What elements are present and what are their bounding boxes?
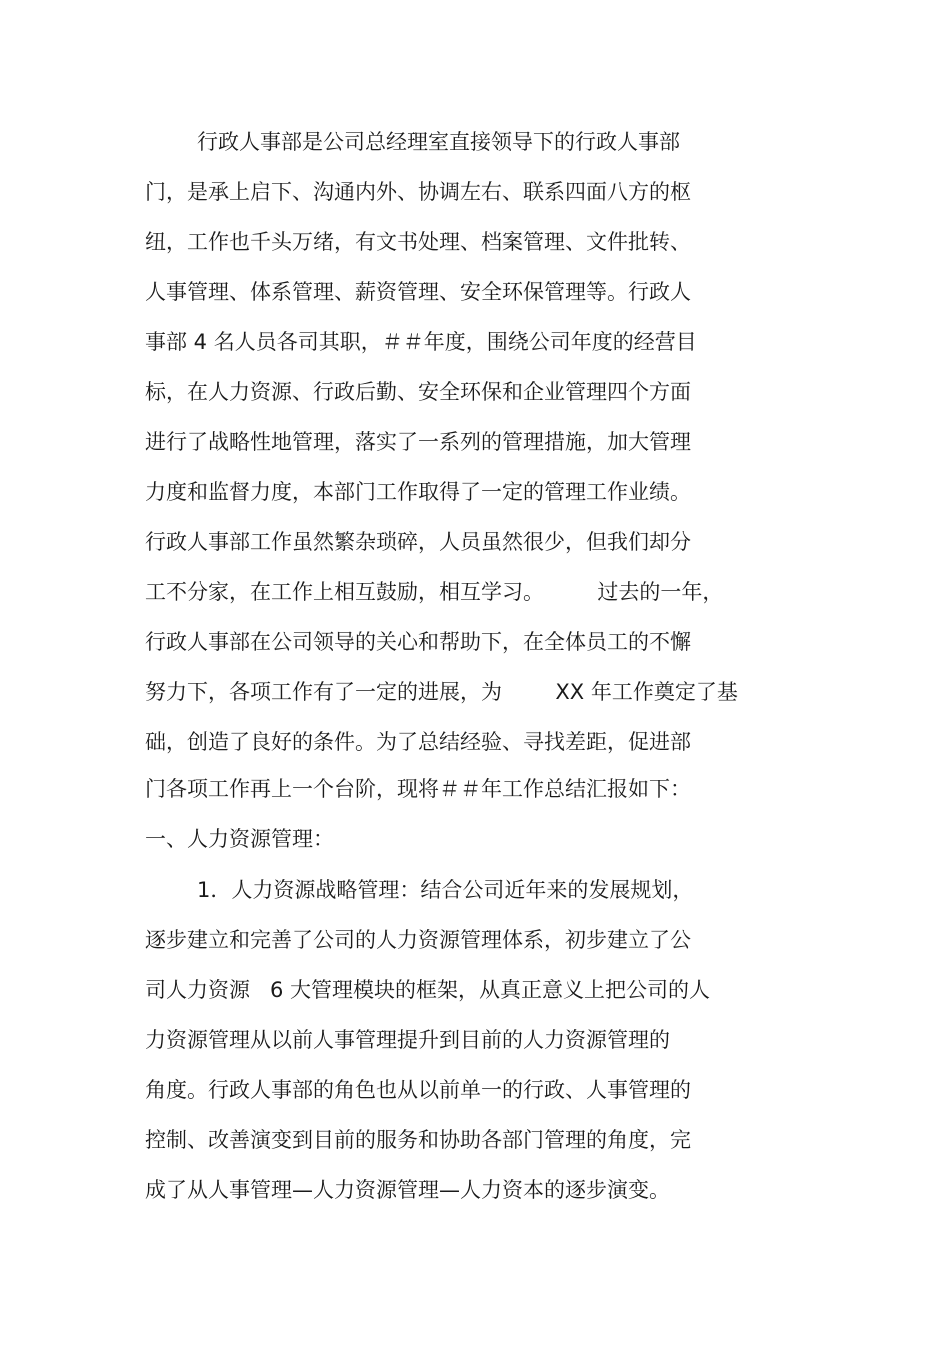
section-heading: 一、人力资源管理： <box>145 827 334 851</box>
paragraph-line: 门各项工作再上一个台阶，现将＃＃年工作总结汇报如下： <box>145 777 691 801</box>
paragraph-line: 角度。行政人事部的角色也从以前单一的行政、人事管理的 <box>145 1078 691 1102</box>
paragraph-line: 逐步建立和完善了公司的人力资源管理体系，初步建立了公 <box>145 928 691 952</box>
paragraph-line: 人事管理、体系管理、薪资管理、安全环保管理等。行政人 <box>145 280 691 304</box>
paragraph-line: 标，在人力资源、行政后勤、安全环保和企业管理四个方面 <box>145 380 691 404</box>
paragraph-line: 控制、改善演变到目前的服务和协助各部门管理的角度，完 <box>145 1128 691 1152</box>
paragraph-line: 成了从人事管理—人力资源管理—人力资本的逐步演变。 <box>145 1178 670 1202</box>
paragraph-line: 力度和监督力度，本部门工作取得了一定的管理工作业绩。 <box>145 480 691 504</box>
paragraph-line: 1．人力资源战略管理：结合公司近年来的发展规划， <box>197 878 694 902</box>
paragraph-line: 工不分家，在工作上相互鼓励，相互学习。 过去的一年， <box>145 580 724 604</box>
paragraph-line: 纽，工作也千头万绪，有文书处理、档案管理、文件批转、 <box>145 230 691 254</box>
paragraph-line: 行政人事部工作虽然繁杂琐碎，人员虽然很少，但我们却分 <box>145 530 691 554</box>
paragraph-line: 事部 4 名人员各司其职，＃＃年度，围绕公司年度的经营目 <box>145 330 697 354</box>
paragraph-line: 司人力资源 6 大管理模块的框架，从真正意义上把公司的人 <box>145 978 711 1002</box>
paragraph-line: 进行了战略性地管理，落实了一系列的管理措施，加大管理 <box>145 430 691 454</box>
paragraph-line: 础，创造了良好的条件。为了总结经验、寻找差距，促进部 <box>145 730 691 754</box>
paragraph-line: 行政人事部是公司总经理室直接领导下的行政人事部 <box>197 130 680 154</box>
paragraph-line: 门，是承上启下、沟通内外、协调左右、联系四面八方的枢 <box>145 180 691 204</box>
paragraph-line: 努力下，各项工作有了一定的进展，为 XX 年工作奠定了基 <box>145 680 738 704</box>
paragraph-line: 力资源管理从以前人事管理提升到目前的人力资源管理的 <box>145 1028 670 1052</box>
paragraph-line: 行政人事部在公司领导的关心和帮助下，在全体员工的不懈 <box>145 630 691 654</box>
